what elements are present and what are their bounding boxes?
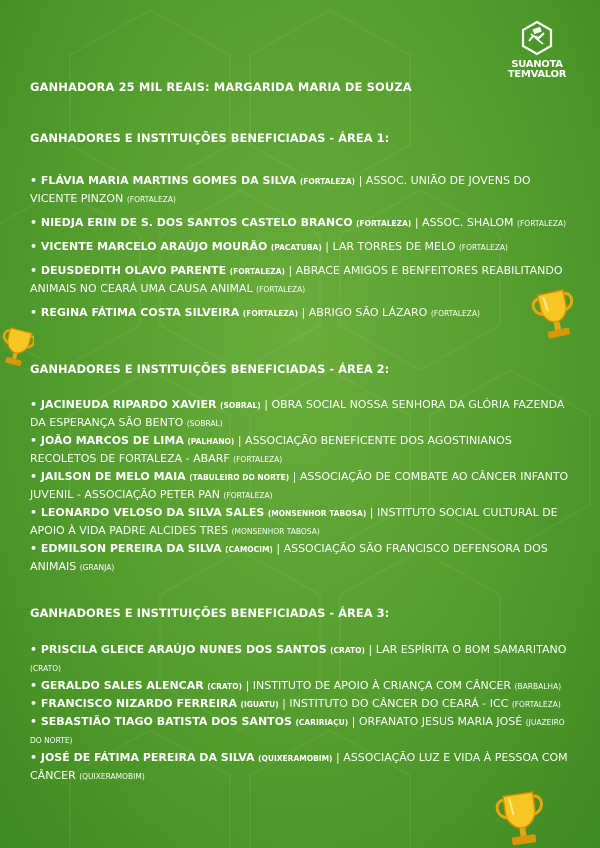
- list-item: • JAILSON DE MELO MAIA (TABULEIRO DO NORTE) | ASSOCIAÇÃO DE COMBATE AO CÂNCER INFANTO JUVENIL - ASSOCIAÇÃO PETER PAN (FORTALEZA): [30, 470, 569, 501]
- trophy-icon: [0, 326, 34, 368]
- brand-line1: SUANOTA: [511, 59, 563, 70]
- brand-logo: [502, 20, 572, 80]
- list-item: • SEBASTIÃO TIAGO BATISTA DOS SANTOS (CARIRIAÇU) | ORFANATO JESUS MARIA JOSÉ (JUAZEIRO DO NORTE): [30, 715, 565, 745]
- list-item: • EDMILSON PEREIRA DA SILVA (CAMOCIM) | ASSOCIAÇÃO SÃO FRANCISCO DEFENSORA DOS ANIMAIS (GRANJA): [30, 542, 548, 573]
- list-item: • DEUSDEDITH OLAVO PARENTE (FORTALEZA) | ABRACE AMIGOS E BENFEITORES REABILITANDO ANIMAIS NO CEARÁ UMA CAUSA ANIMAL (FORTALEZA): [30, 264, 563, 295]
- main-winner-headline: GANHADORA 25 MIL REAIS: MARGARIDA MARIA DE SOUZA: [30, 80, 412, 94]
- area3-title: GANHADORES E INSTITUIÇÕES BENEFICIADAS - ÁREA 3:: [30, 606, 390, 620]
- area2-title: GANHADORES E INSTITUIÇÕES BENEFICIADAS - ÁREA 2:: [30, 362, 390, 376]
- area3-list: [30, 641, 578, 785]
- list-item: • PRISCILA GLEICE ARAÚJO NUNES DOS SANTOS (CRATO) | LAR ESPÍRITA O BOM SAMARITANO (CRATO): [30, 643, 567, 673]
- list-item: • LEONARDO VELOSO DA SILVA SALES (MONSENHOR TABOSA) | INSTITUTO SOCIAL CULTURAL DE APOIO À VIDA PADRE ALCIDES TRES (MONSENHOR TABOSA): [30, 506, 558, 537]
- list-item: • GERALDO SALES ALENCAR (CRATO) | INSTITUTO DE APOIO À CRIANÇA COM CÂNCER (BARBALHA): [30, 679, 562, 692]
- hand-hexagon-icon: [519, 20, 555, 56]
- list-item: • REGINA FÁTIMA COSTA SILVEIRA (FORTALEZA) | ABRIGO SÃO LÁZARO (FORTALEZA): [30, 306, 480, 319]
- area2-list: [30, 396, 578, 576]
- list-item: • VICENTE MARCELO ARAÚJO MOURÃO (PACATUBA) | LAR TORRES DE MELO (FORTALEZA): [30, 240, 508, 253]
- list-item: • FLÁVIA MARIA MARTINS GOMES DA SILVA (FORTALEZA) | ASSOC. UNIÃO DE JOVENS DO VICENTE PINZON (FORTALEZA): [30, 174, 531, 205]
- area1-title: GANHADORES E INSTITUIÇÕES BENEFICIADAS - ÁREA 1:: [30, 131, 390, 145]
- list-item: • NIEDJA ERIN DE S. DOS SANTOS CASTELO BRANCO (FORTALEZA) | ASSOC. SHALOM (FORTALEZA): [30, 216, 567, 229]
- list-item: • JACINEUDA RIPARDO XAVIER (SOBRAL) | OBRA SOCIAL NOSSA SENHORA DA GLÓRIA FAZENDA DA ESPERANÇA SÃO BENTO (SOBRAL): [30, 398, 565, 429]
- list-item: • JOÃO MARCOS DE LIMA (PALHANO) | ASSOCIAÇÃO BENEFICENTE DOS AGOSTINIANOS RECOLETOS DE FORTALEZA - ABARF (FORTALEZA): [30, 434, 512, 465]
- trophy-icon: [530, 286, 580, 344]
- list-item: • JOSÉ DE FÁTIMA PEREIRA DA SILVA (QUIXERAMOBIM) | ASSOCIAÇÃO LUZ E VIDA À PESSOA COM CÂNCER (QUIXERAMOBIM): [30, 751, 568, 782]
- list-item: • FRANCISCO NIZARDO FERREIRA (IGUATU) | INSTITUTO DO CÂNCER DO CEARÁ - ICC (FORTALEZA): [30, 697, 561, 710]
- brand-line2: TEMVALOR: [507, 69, 567, 80]
- area1-list: [30, 172, 578, 322]
- trophy-icon: [494, 788, 548, 848]
